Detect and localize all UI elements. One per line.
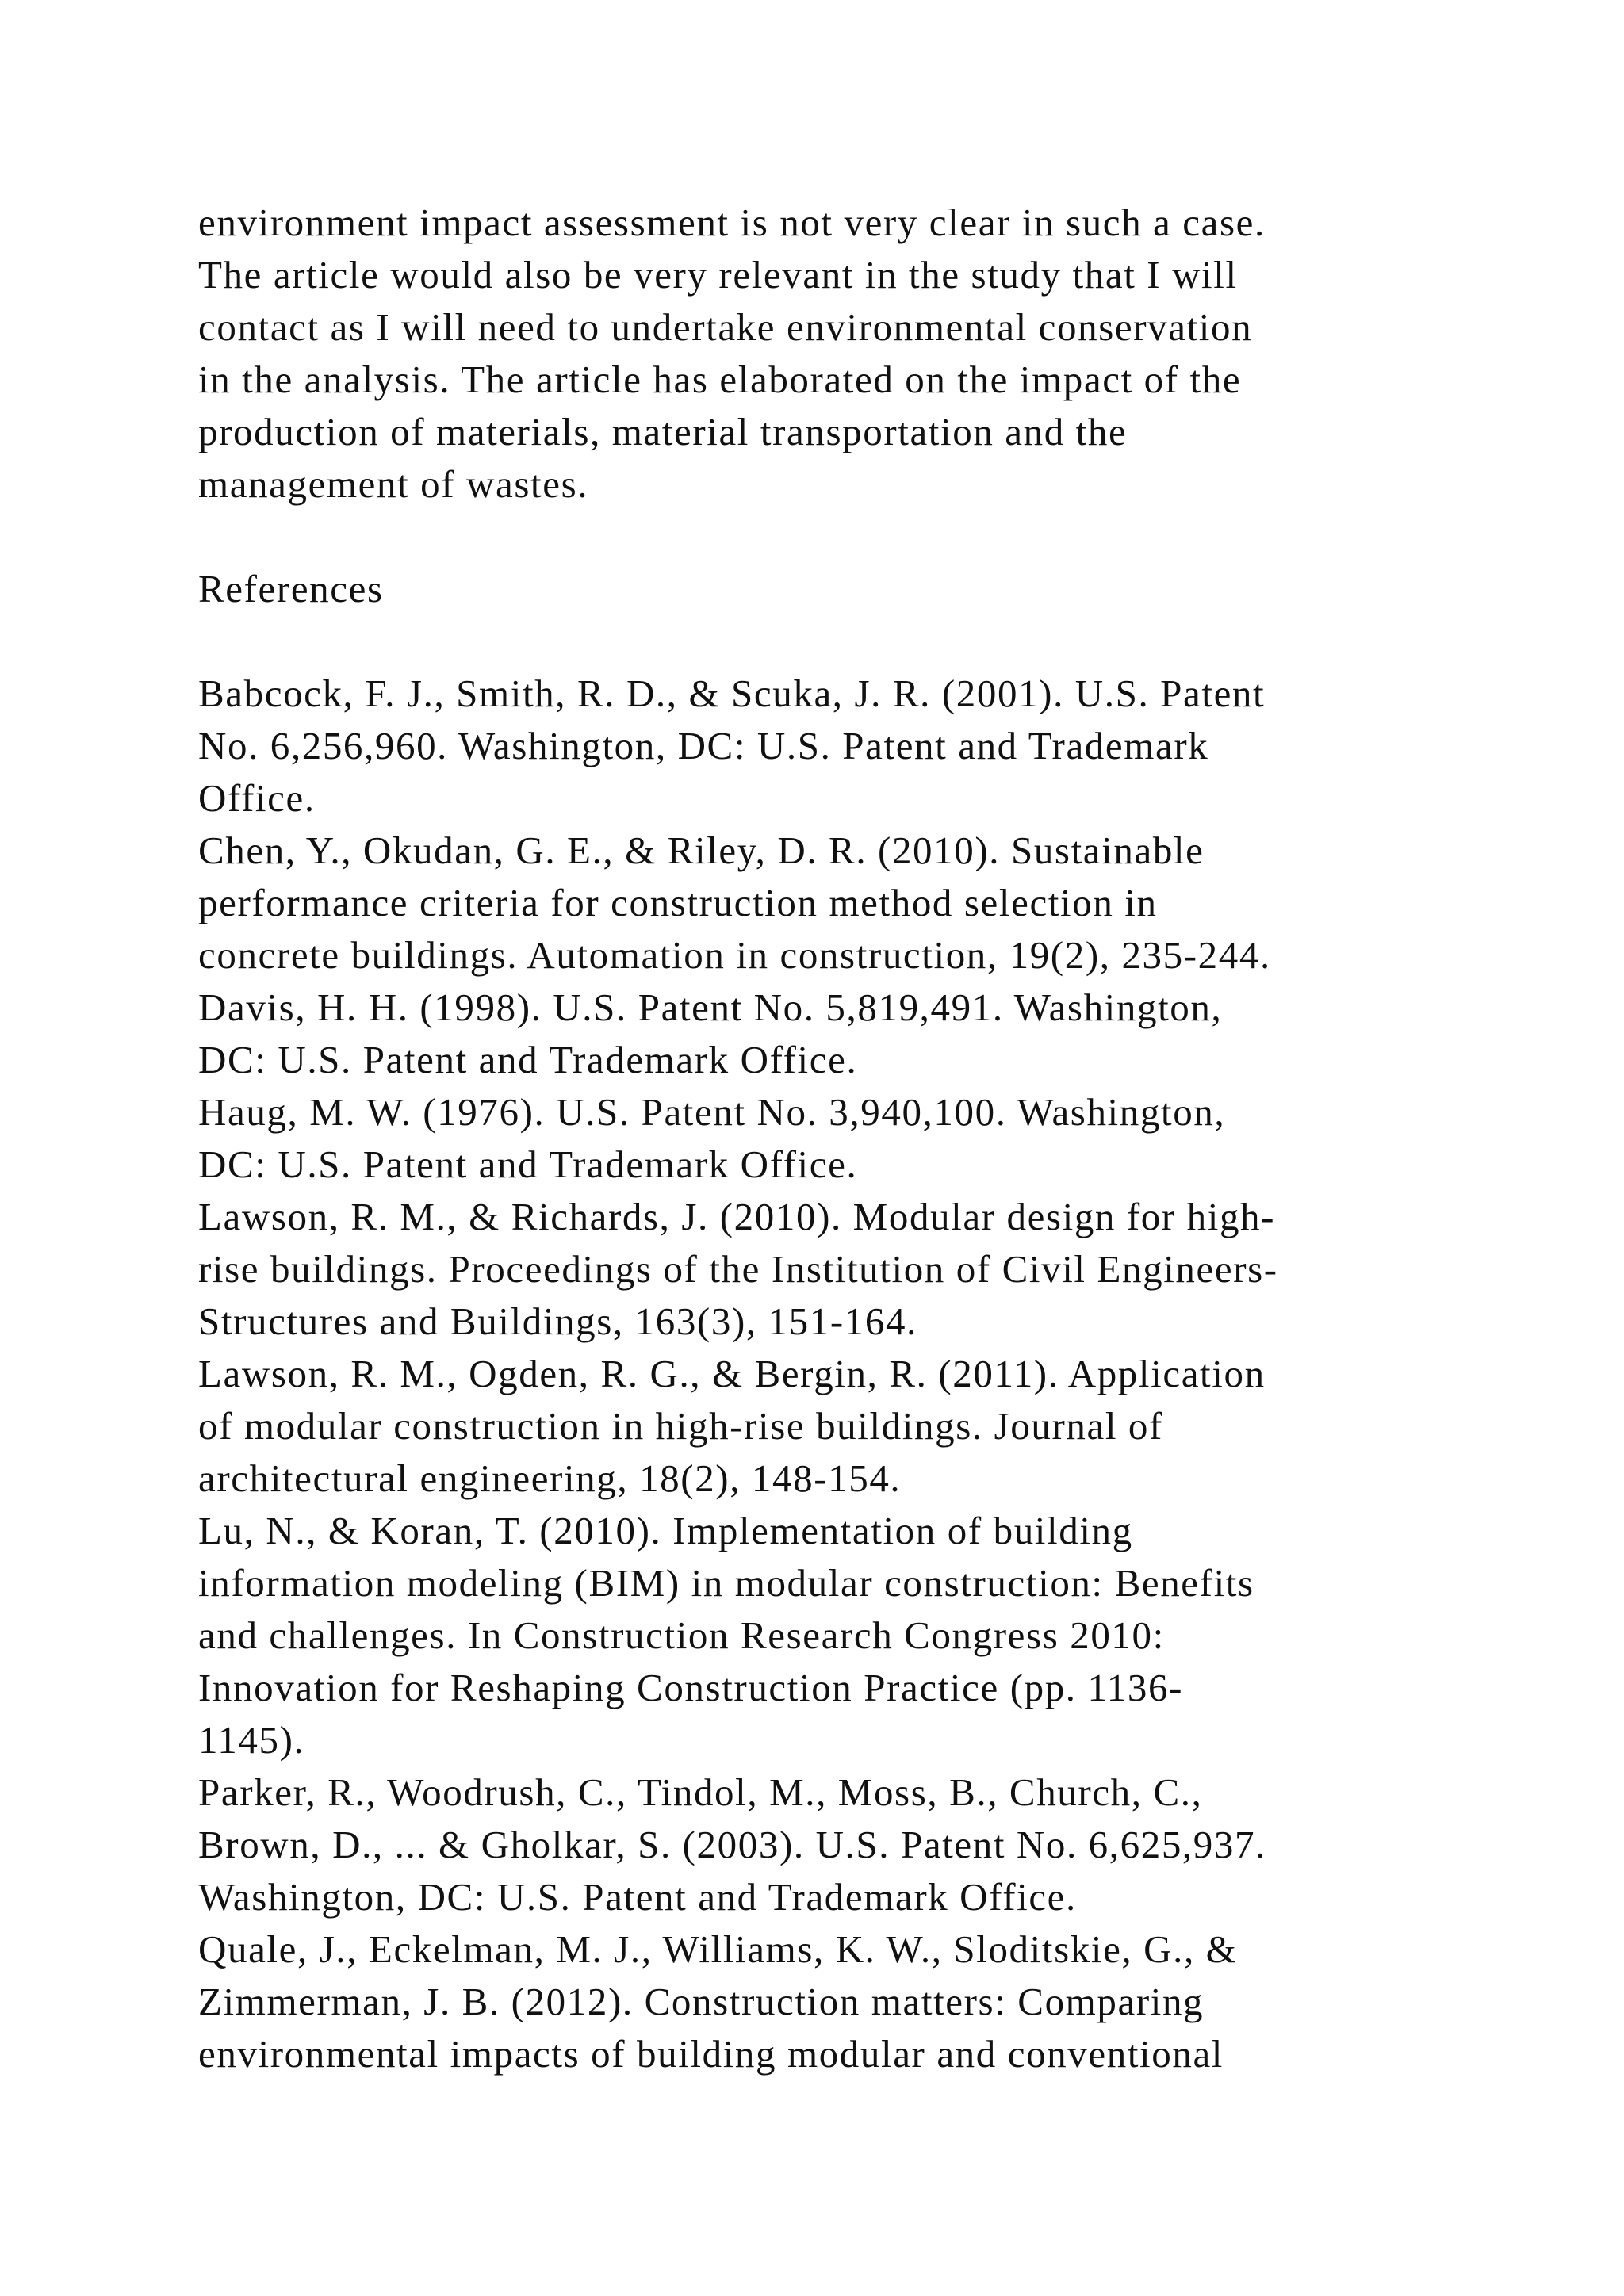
reference-line: DC: U.S. Patent and Trademark Office. xyxy=(198,1038,858,1081)
reference-line: Babcock, F. J., Smith, R. D., & Scuka, J. R. (2001). U.S. Patent xyxy=(198,672,1266,715)
reference-line: Parker, R., Woodrush, C., Tindol, M., Moss, B., Church, C., xyxy=(198,1770,1203,1814)
spacer xyxy=(198,615,1467,668)
paragraph-line: production of materials, material transportation and the xyxy=(198,410,1128,453)
reference-line: and challenges. In Construction Research Congress 2010: xyxy=(198,1613,1165,1657)
reference-line: environmental impacts of building modular and conventional xyxy=(198,2032,1224,2076)
paragraph-line: management of wastes. xyxy=(198,462,589,506)
references-heading: References xyxy=(198,567,384,610)
reference-line: concrete buildings. Automation in construction, 19(2), 235-244. xyxy=(198,933,1271,977)
reference-line: Haug, M. W. (1976). U.S. Patent No. 3,940,100. Washington, xyxy=(198,1090,1226,1134)
body-paragraph xyxy=(198,197,1467,511)
paragraph-line: in the analysis. The article has elaborated on the impact of the xyxy=(198,358,1242,401)
spacer xyxy=(198,511,1467,563)
reference-line: Innovation for Reshaping Construction Practice (pp. 1136- xyxy=(198,1666,1184,1709)
paragraph-line: contact as I will need to undertake environmental conservation xyxy=(198,305,1253,349)
reference-line: Lawson, R. M., & Richards, J. (2010). Modular design for high- xyxy=(198,1195,1276,1238)
reference-line: information modeling (BIM) in modular construction: Benefits xyxy=(198,1561,1254,1605)
reference-line: performance criteria for construction method selection in xyxy=(198,881,1158,924)
reference-line: Washington, DC: U.S. Patent and Trademark Office. xyxy=(198,1875,1077,1919)
reference-line: Chen, Y., Okudan, G. E., & Riley, D. R. (2010). Sustainable xyxy=(198,828,1205,872)
reference-line: DC: U.S. Patent and Trademark Office. xyxy=(198,1142,858,1186)
reference-line: Quale, J., Eckelman, M. J., Williams, K. W., Sloditskie, G., & xyxy=(198,1927,1238,1971)
reference-line: 1145). xyxy=(198,1718,305,1762)
reference-line: Office. xyxy=(198,776,316,820)
reference-line: No. 6,256,960. Washington, DC: U.S. Patent and Trademark xyxy=(198,724,1209,767)
reference-line: of modular construction in high-rise buildings. Journal of xyxy=(198,1404,1163,1448)
reference-line: Davis, H. H. (1998). U.S. Patent No. 5,819,491. Washington, xyxy=(198,985,1223,1029)
paragraph-line: environment impact assessment is not very clear in such a case. xyxy=(198,201,1266,244)
paragraph-line: The article would also be very relevant in the study that I will xyxy=(198,253,1238,297)
reference-line: Lawson, R. M., Ogden, R. G., & Bergin, R. (2011). Application xyxy=(198,1352,1266,1395)
reference-list xyxy=(198,668,1467,2080)
reference-line: Brown, D., ... & Gholkar, S. (2003). U.S. Patent No. 6,625,937. xyxy=(198,1823,1266,1866)
reference-line: rise buildings. Proceedings of the Institution of Civil Engineers- xyxy=(198,1247,1278,1291)
reference-line: Lu, N., & Koran, T. (2010). Implementation of building xyxy=(198,1509,1133,1552)
document-page xyxy=(198,197,1467,2080)
reference-line: Zimmerman, J. B. (2012). Construction matters: Comparing xyxy=(198,1980,1205,2023)
reference-line: architectural engineering, 18(2), 148-154. xyxy=(198,1456,902,1500)
reference-line: Structures and Buildings, 163(3), 151-164. xyxy=(198,1299,917,1343)
